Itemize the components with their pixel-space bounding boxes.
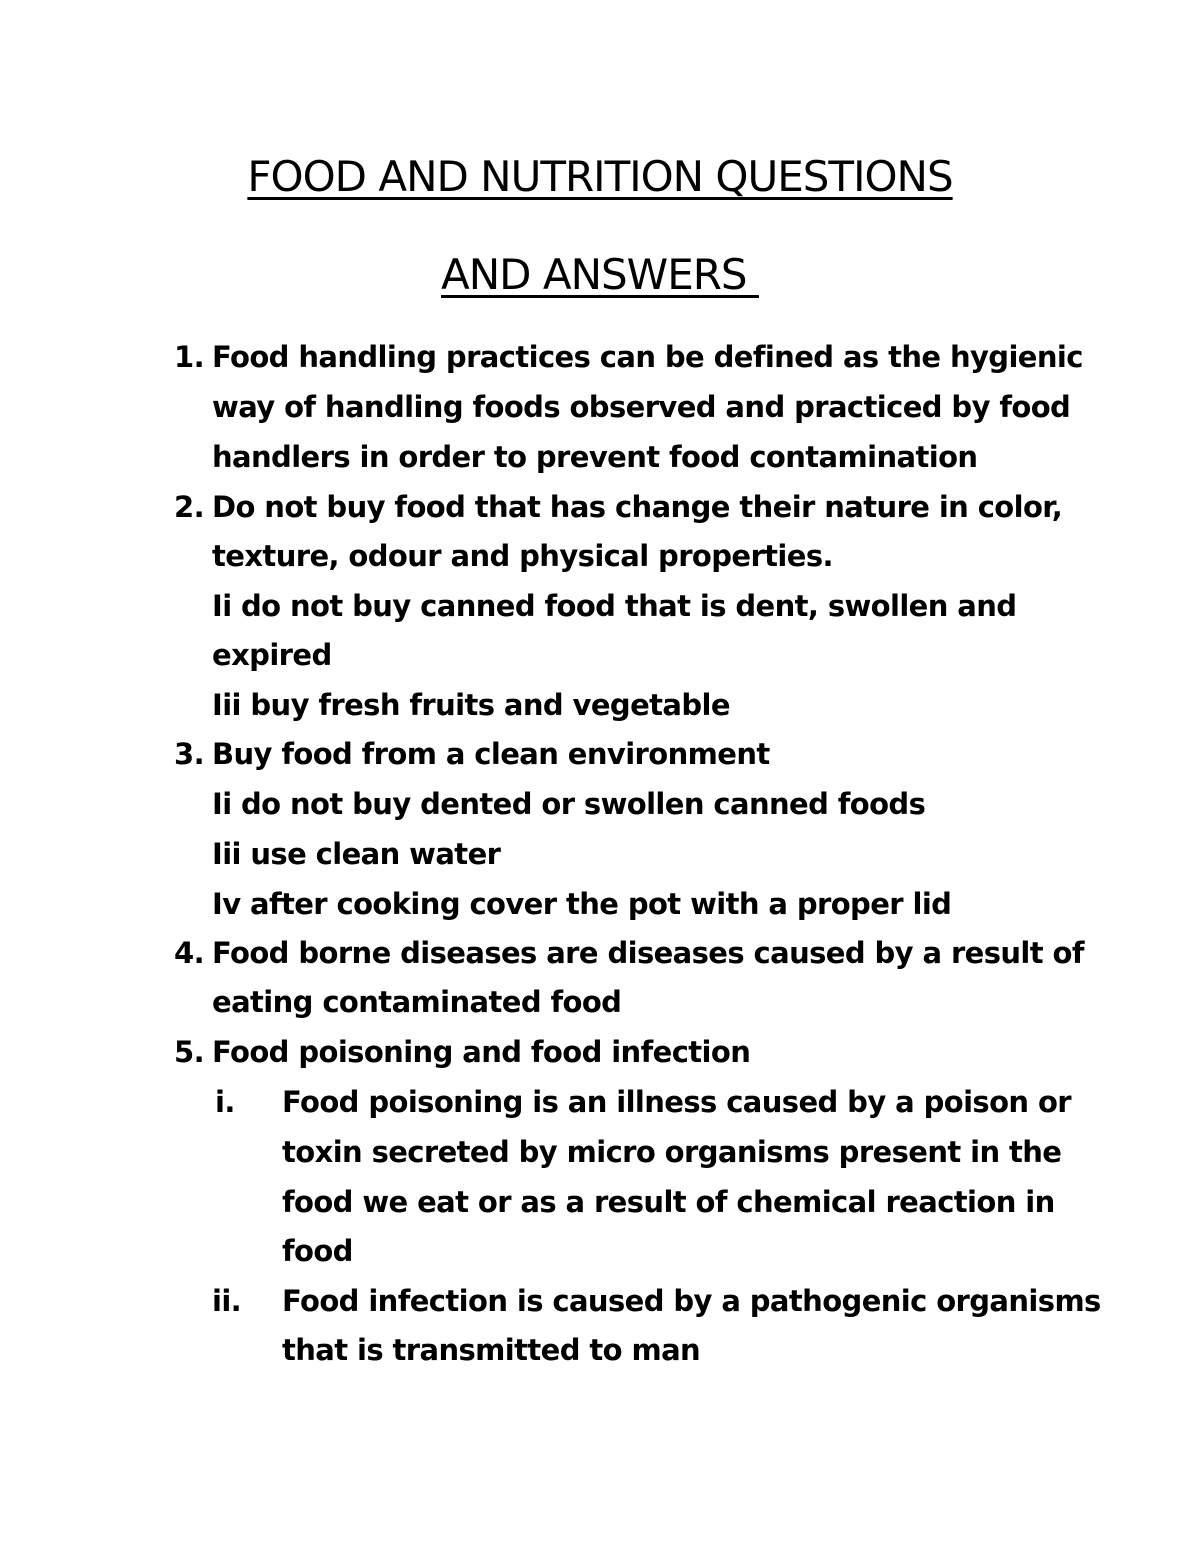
subitem-ii-line-1: Food infection is caused by a pathogenic organisms [282,1284,1101,1318]
item-4-line-2: eating contaminated food [212,985,622,1019]
title-text-1: FOOD AND NUTRITION QUESTIONS [247,152,953,201]
item-2-line-1: Do not buy food that has change their nature in color, [212,490,1063,524]
subitem-i-line-4: food [282,1234,353,1268]
title-text-2: AND ANSWERS [441,250,759,299]
item-4-number: 4. [174,936,204,970]
subitem-i-line-2: toxin secreted by micro organisms present in the [282,1135,1062,1169]
item-5-number: 5. [174,1035,204,1069]
document-title-line-2 [0,250,1200,299]
document-title-line-1 [0,152,1200,201]
item-3-line-3: Iii use clean water [212,837,501,871]
item-3-line-4: Iv after cooking cover the pot with a proper lid [212,887,952,921]
item-3-number: 3. [174,737,204,771]
item-1-line-3: handlers in order to prevent food contamination [212,440,978,474]
item-5-line-1: Food poisoning and food infection [212,1035,751,1069]
subitem-ii-marker: ii. [212,1284,242,1318]
subitem-i-line-1: Food poisoning is an illness caused by a poison or [282,1085,1071,1119]
item-2-line-5: Iii buy fresh fruits and vegetable [212,688,730,722]
item-2-line-2: texture, odour and physical properties. [212,539,833,573]
item-3-line-2: Ii do not buy dented or swollen canned foods [212,787,926,821]
item-4-line-1: Food borne diseases are diseases caused by a result of [212,936,1084,970]
subitem-ii-line-2: that is transmitted to man [282,1333,701,1367]
item-2-line-4: expired [212,638,332,672]
subitem-i-marker: i. [215,1085,235,1119]
item-1-line-1: Food handling practices can be defined as the hygienic [212,340,1083,374]
item-2-line-3: Ii do not buy canned food that is dent, swollen and [212,589,1017,623]
item-1-line-2: way of handling foods observed and practiced by food [212,390,1071,424]
item-2-number: 2. [174,490,204,524]
subitem-i-line-3: food we eat or as a result of chemical reaction in [282,1185,1055,1219]
item-3-line-1: Buy food from a clean environment [212,737,770,771]
item-1-number: 1. [174,340,204,374]
